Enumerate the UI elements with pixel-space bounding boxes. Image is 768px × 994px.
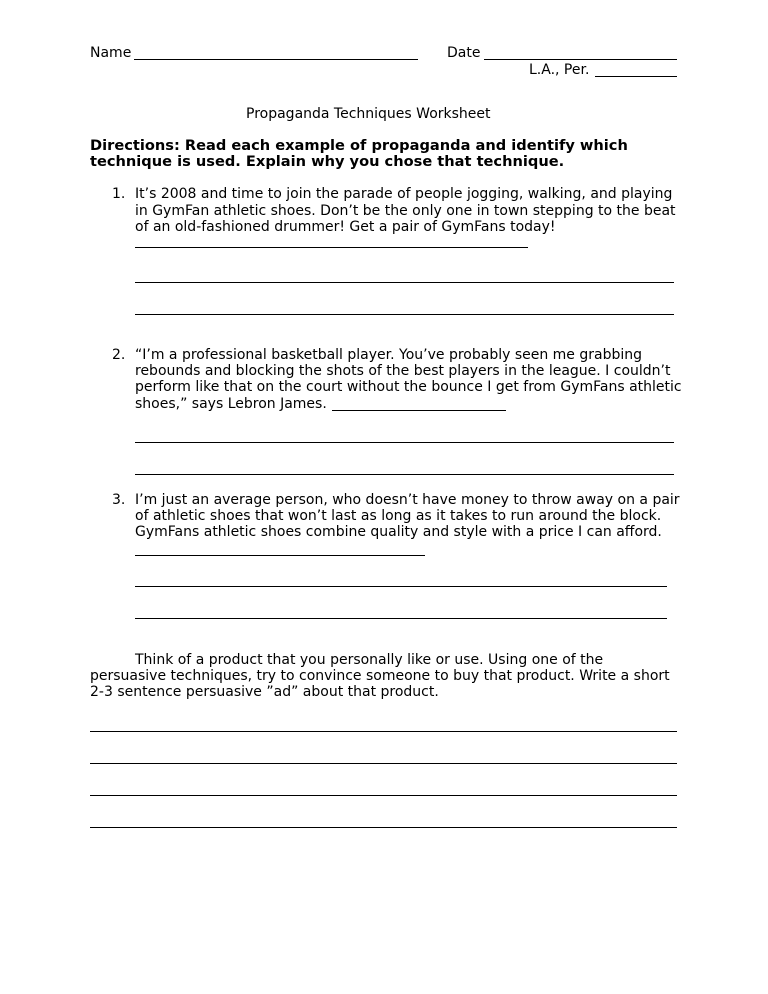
answer-line[interactable] [135,247,528,248]
question-text-line: shoes,” says Lebron James. [135,396,327,412]
answer-line[interactable] [90,827,677,828]
question-text-line: It’s 2008 and time to join the parade of people jogging, walking, and playing [135,186,673,202]
answer-line[interactable] [135,282,674,283]
date-label: Date [447,45,481,61]
question-text-line: of athletic shoes that won’t last as long as it takes to run around the block. [135,508,662,524]
directions-line-2: technique is used. Explain why you chose that technique. [90,153,565,170]
answer-line[interactable] [90,795,677,796]
prompt-text-line: Think of a product that you personally like or use. Using one of the [135,652,604,668]
question-number: 3. [112,492,126,508]
name-label: Name [90,45,132,61]
class-period-field-line[interactable] [595,76,677,77]
class-period-label: L.A., Per. [529,62,590,78]
date-field-line[interactable] [484,59,677,60]
answer-line[interactable] [90,763,677,764]
answer-line[interactable] [135,314,674,315]
question-text-line: rebounds and blocking the shots of the best players in the league. I couldn’t [135,363,671,379]
question-text-line: I’m just an average person, who doesn’t have money to throw away on a pair [135,492,680,508]
answer-line[interactable] [135,555,425,556]
question-text-line: of an old-fashioned drummer! Get a pair of GymFans today! [135,219,556,235]
answer-line[interactable] [135,586,667,587]
answer-line[interactable] [135,474,674,475]
question-text-line: perform like that on the court without the bounce I get from GymFans athletic [135,379,682,395]
prompt-text-line: 2-3 sentence persuasive ”ad” about that product. [90,684,439,700]
prompt-text-line: persuasive techniques, try to convince someone to buy that product. Write a short [90,668,670,684]
answer-line[interactable] [90,731,677,732]
answer-line[interactable] [135,618,667,619]
question-number: 1. [112,186,126,202]
directions-line-1: Directions: Read each example of propaganda and identify which [90,137,628,154]
question-text-line: GymFans athletic shoes combine quality and style with a price I can afford. [135,524,662,540]
question-text-line: “I’m a professional basketball player. You’ve probably seen me grabbing [135,347,643,363]
question-text-line: in GymFan athletic shoes. Don’t be the only one in town stepping to the beat [135,203,676,219]
answer-line[interactable] [332,410,506,411]
name-field-line[interactable] [134,59,418,60]
page-title: Propaganda Techniques Worksheet [246,106,491,122]
question-number: 2. [112,347,126,363]
answer-line[interactable] [135,442,674,443]
